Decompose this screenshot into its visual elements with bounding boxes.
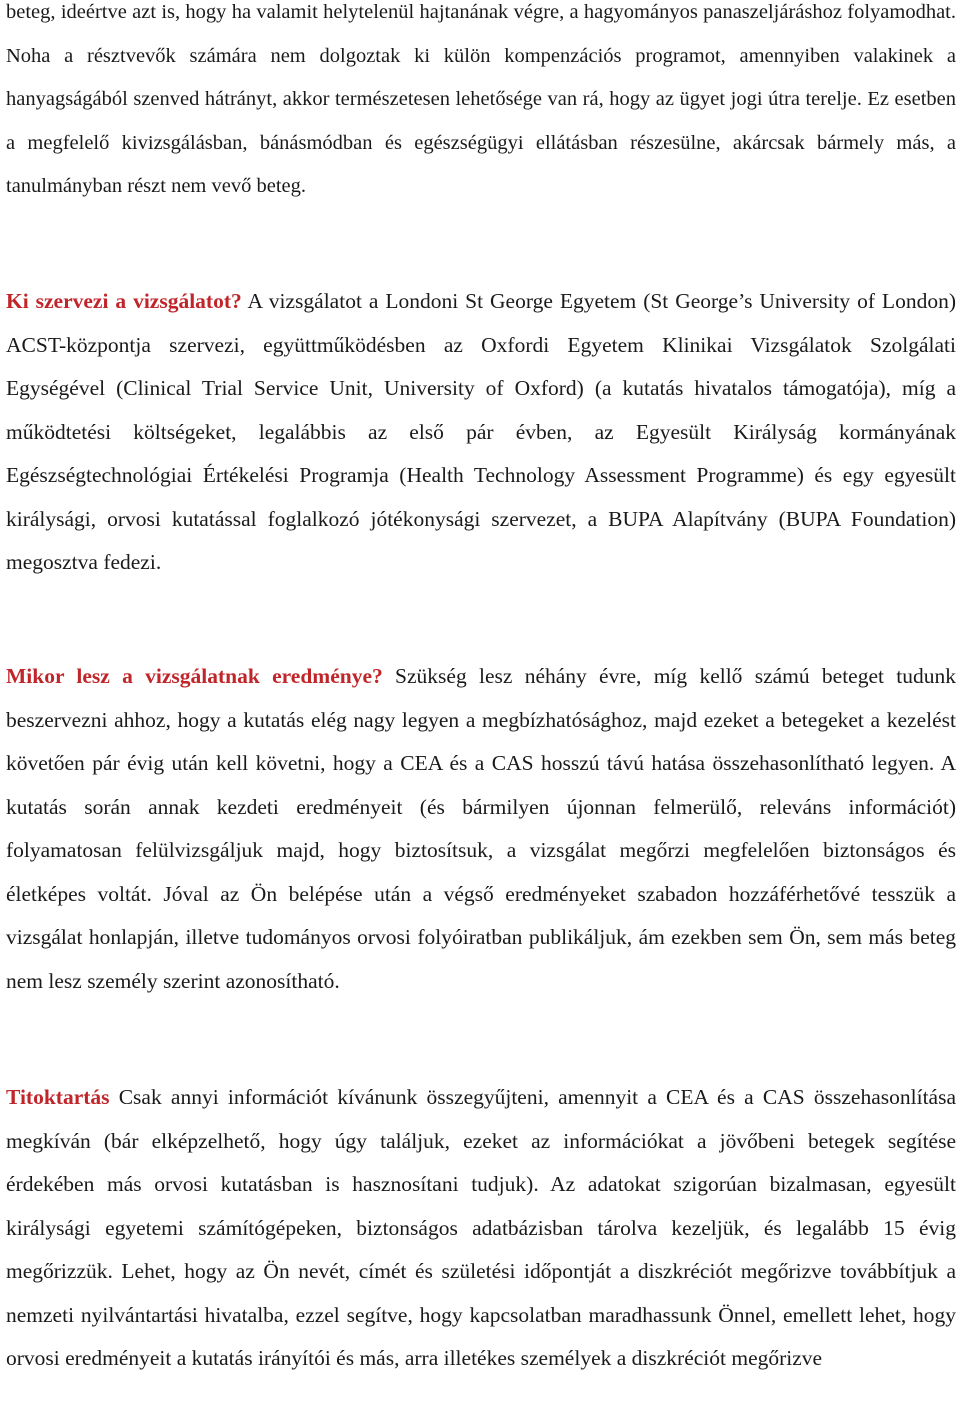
paragraph-body: A vizsgálatot a Londoni St George Egyetem (St George’s University of London) ACST-központja szervezi, együttműködésben az Oxfordi Egyetem Klinikai Vizsgálatok Szolgálati Egységével (Clinical Trial Service Unit, University of Oxford) (a kutatás hivatalos támogatója), míg a működtetési költségeket, legalábbis az első pár évben, az Egyesült Királyság kormányának Egészségtechnológiai Értékelési Programja (Health Technology Assessment Programme) és egy egyesült királysági, orvosi kutatással foglalkozó jótékonysági szervezet, a BUPA Alapítvány (BUPA Foundation) megosztva fedezi. [6,289,956,574]
paragraph-organizer [6,280,956,585]
section-heading: Titoktartás [6,1085,110,1109]
paragraph-complaints [6,0,956,209]
paragraph-body: beteg, ideértve azt is, hogy ha valamit helytelenül hajtanának végre, a hagyományos panaszeljáráshoz folyamodhat. Noha a résztvevők számára nem dolgoztak ki külön kompenzációs programot, amennyiben valakinek a hanyagságából szenved hátrányt, akkor természetesen lehetősége van rá, hogy az ügyet jogi útra terelje. Ez esetben a megfelelő kivizsgálásban, bánásmódban és egészségügyi ellátásban részesülne, akárcsak bármely más, a tanulmányban részt nem vevő beteg. [6,1,956,197]
paragraph-body: Szükség lesz néhány évre, míg kellő számú beteget tudunk beszervezni ahhoz, hogy a kutatás elég nagy legyen a megbízhatósághoz, majd ezeket a betegeket a kezelést követően pár évig után kell követni, hogy a CEA és a CAS hosszú távú hatása összehasonlítható legyen. A kutatás során annak kezdeti eredményeit (és bármilyen újonnan felmerülő, releváns információt) folyamatosan felülvizsgáljuk majd, hogy biztosítsuk, a vizsgálat megőrzi megfelelően biztonságos és életképes voltát. Jóval az Ön belépése után a végső eredményeket szabadon hozzáférhetővé tesszük a vizsgálat honlapján, illetve tudományos orvosi folyóiratban publikáljuk, ám ezekben sem Ön, sem más beteg nem lesz személy szerint azonosítható. [6,664,956,993]
section-heading: Mikor lesz a vizsgálatnak eredménye? [6,664,383,688]
paragraph-results [6,655,956,1003]
section-heading: Ki szervezi a vizsgálatot? [6,289,242,313]
paragraph-body: Csak annyi információt kívánunk összegyűjteni, amennyit a CEA és a CAS összehasonlítása megkíván (bár elképzelhető, hogy úgy találjuk, ezeket az információkat a jövőbeni betegek segítése érdekében más orvosi kutatásban is hasznosítani tudjuk). Az adatokat szigorúan bizalmasan, egyesült királysági egyetemi számítógépeken, biztonságos adatbázisban tárolva kezeljük, és legalább 15 évig megőrizzük. Lehet, hogy az Ön nevét, címét és születési időpontját a diszkréciót megőrizve továbbítjuk a nemzeti nyilvántartási hivatalba, ezzel segítve, hogy kapcsolatban maradhassunk Önnel, emellett lehet, hogy orvosi eredményeit a kutatás irányítói és más, arra illetékes személyek a diszkréciót megőrizve [6,1085,956,1370]
paragraph-confidentiality [6,1076,956,1381]
